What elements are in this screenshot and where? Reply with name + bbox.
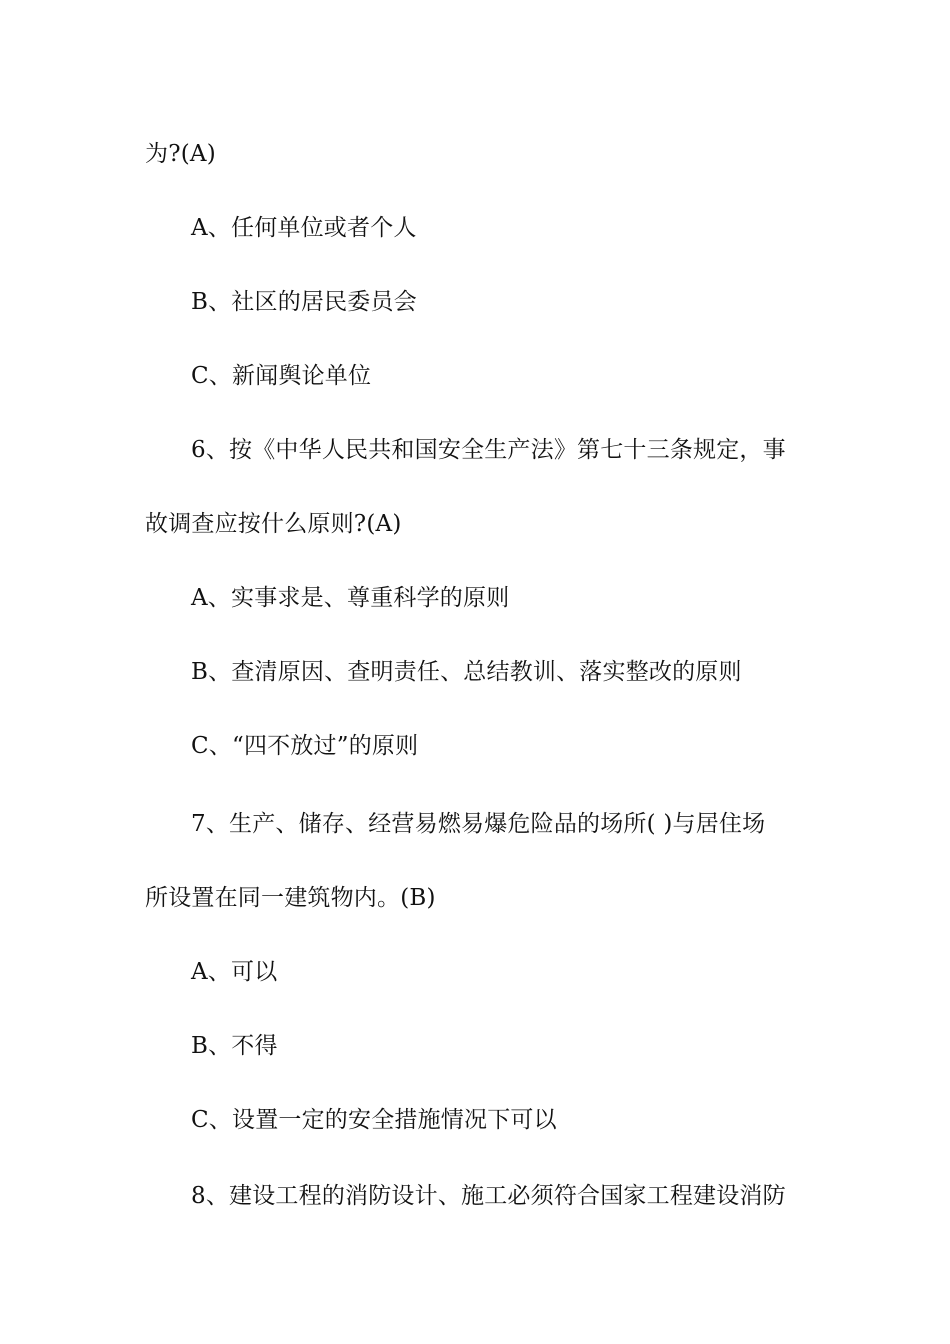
question-7-option-b: B、不得 [191, 1033, 278, 1059]
question-5-option-b: B、社区的居民委员会 [191, 289, 417, 315]
question-7-text: 7、生产、储存、经营易燃易爆危险品的场所( )与居住场 [191, 811, 766, 837]
question-8-text: 8、建设工程的消防设计、施工必须符合国家工程建设消防 [191, 1183, 786, 1209]
question-7-continuation: 所设置在同一建筑物内。(B) [145, 885, 436, 911]
question-6-option-b: B、查清原因、查明责任、总结教训、落实整改的原则 [191, 659, 742, 685]
question-7-option-c: C、设置一定的安全措施情况下可以 [191, 1107, 557, 1133]
question-5-option-a: A、任何单位或者个人 [191, 215, 417, 241]
question-6-text: 6、按《中华人民共和国安全生产法》第七十三条规定，事 [191, 437, 786, 463]
question-5-option-c: C、新闻舆论单位 [191, 363, 372, 389]
question-7-option-a: A、可以 [191, 959, 278, 985]
question-5-continuation: 为?(A) [145, 141, 216, 167]
question-6-option-a: A、实事求是、尊重科学的原则 [191, 585, 510, 611]
question-6-option-c: C、“四不放过”的原则 [191, 733, 419, 759]
question-6-continuation: 故调查应按什么原则?(A) [145, 511, 402, 537]
